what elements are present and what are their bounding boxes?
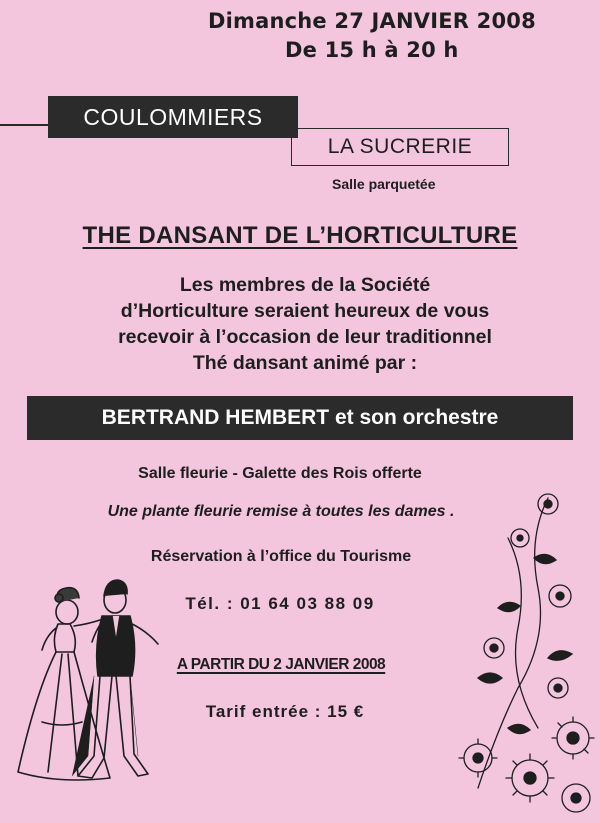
event-title-text: THE DANSANT DE L’HORTICULTURE bbox=[82, 222, 518, 249]
dancing-couple-illustration bbox=[12, 572, 182, 802]
room-info: Salle fleurie - Galette des Rois offerte bbox=[138, 465, 422, 482]
gift-info: Une plante fleurie remise à toutes les dames . bbox=[107, 503, 455, 520]
intro-paragraph bbox=[40, 272, 570, 376]
from-date-text: A PARTIR DU 2 JANVIER 2008 bbox=[176, 656, 386, 673]
intro-line: recevoir à l’occasion de leur traditionnel bbox=[118, 326, 492, 348]
intro-line: d’Horticulture seraient heureux de vous bbox=[120, 300, 490, 322]
room-label: Salle parquetée bbox=[332, 176, 436, 192]
venue-label: LA SUCRERIE bbox=[291, 128, 509, 166]
event-date: Dimanche 27 JANVIER 2008 bbox=[208, 9, 536, 33]
reservation-info: Réservation à l’office du Tourisme bbox=[150, 548, 412, 565]
city-label: COULOMMIERS bbox=[48, 96, 298, 138]
intro-line: Les membres de la Société bbox=[179, 274, 431, 296]
price-info: Tarif entrée : 15 € bbox=[205, 702, 365, 721]
phone-number: Tél. : 01 64 03 88 09 bbox=[185, 594, 375, 613]
intro-line: Thé dansant animé par : bbox=[192, 352, 418, 374]
flower-bouquet-illustration bbox=[438, 478, 598, 818]
event-title bbox=[0, 222, 600, 250]
band-banner: BERTRAND HEMBERT et son orchestre bbox=[27, 396, 573, 440]
event-time: De 15 h à 20 h bbox=[285, 38, 459, 62]
